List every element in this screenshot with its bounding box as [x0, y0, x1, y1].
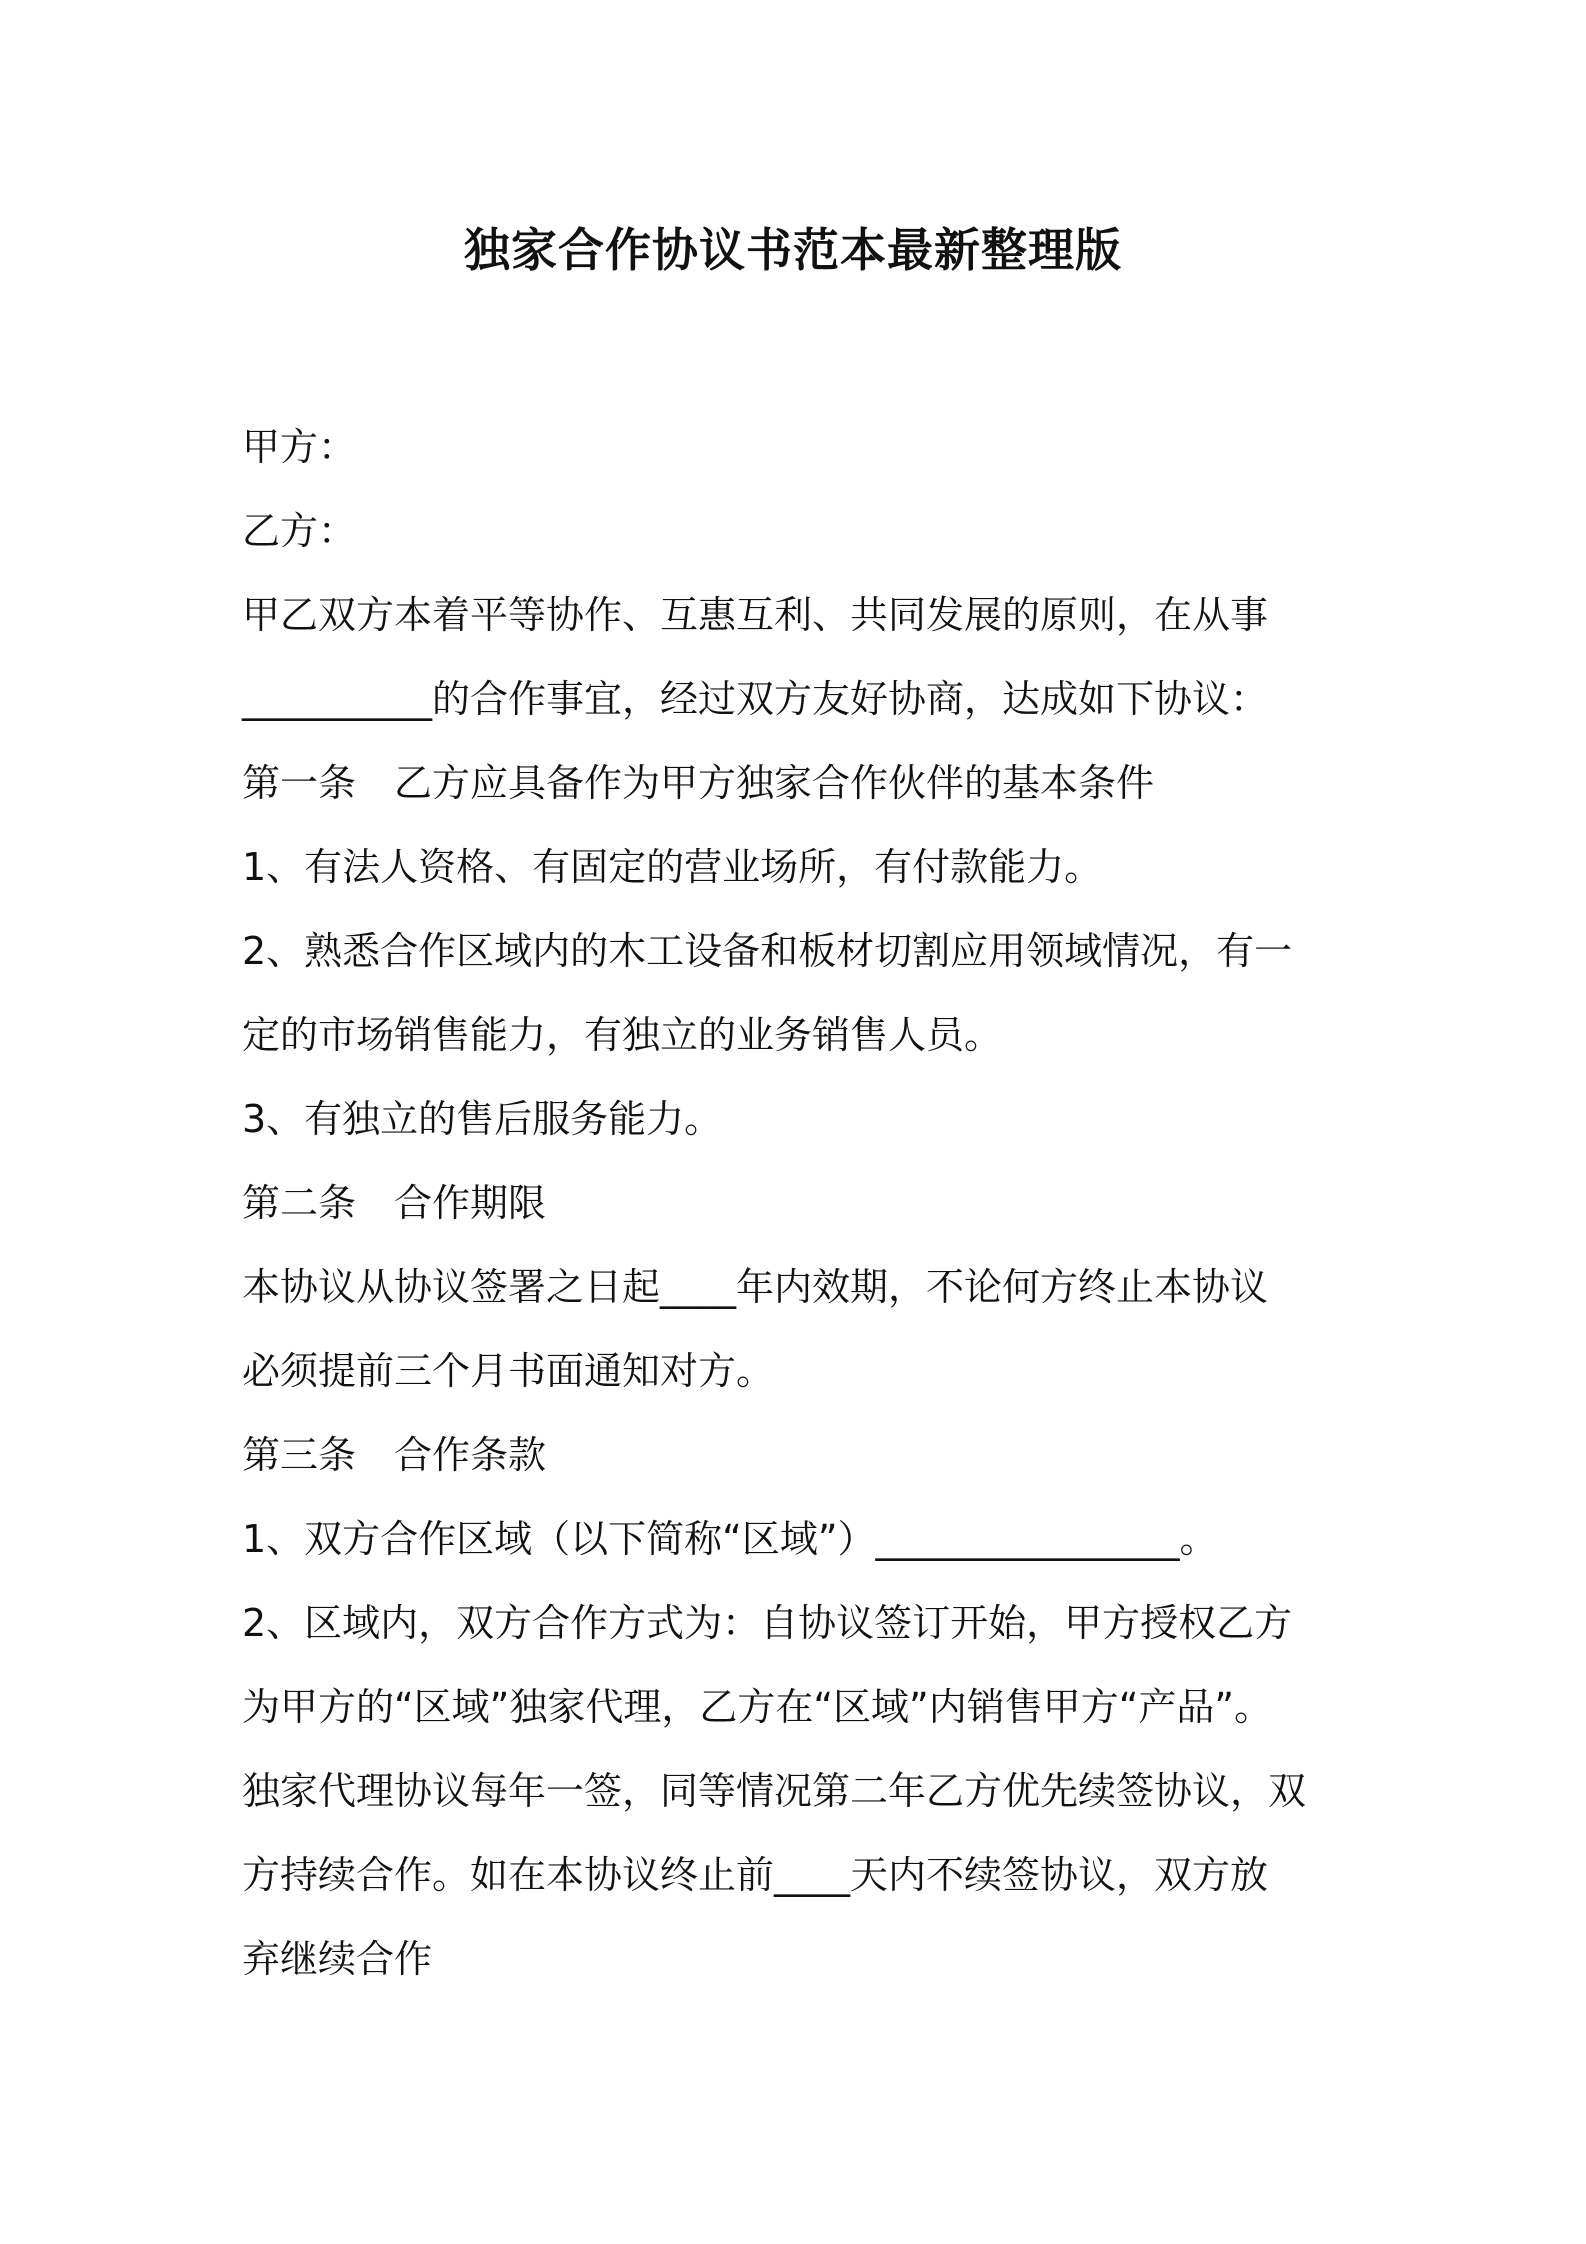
article-3-item-2-line-2: 为甲方的“区域”独家代理，乙方在“区域”内销售甲方“产品”。 — [242, 1685, 1273, 1729]
preamble-line-1: 甲乙双方本着平等协作、互惠互利、共同发展的原则，在从事 — [242, 593, 1269, 637]
article-2-text-line-1: 本协议从协议签署之日起____年内效期，不论何方终止本协议 — [242, 1265, 1269, 1309]
article-2-heading: 第二条 合作期限 — [242, 1181, 547, 1225]
article-3-item-2-line-5: 弃继续合作 — [242, 1937, 433, 1981]
article-1-item-2-line-1: 2、熟悉合作区域内的木工设备和板材切割应用领域情况，有一 — [242, 929, 1293, 973]
article-3-item-2-line-3: 独家代理协议每年一签，同等情况第二年乙方优先续签协议，双 — [242, 1769, 1307, 1813]
article-1-item-3: 3、有独立的售后服务能力。 — [242, 1097, 723, 1141]
document-body — [242, 405, 1352, 2001]
article-3-item-2-line-4: 方持续合作。如在本协议终止前____天内不续签协议，双方放 — [242, 1853, 1269, 1897]
article-3-heading: 第三条 合作条款 — [242, 1433, 547, 1477]
article-1-heading: 第一条 乙方应具备作为甲方独家合作伙伴的基本条件 — [242, 761, 1155, 805]
party-b-line: 乙方： — [242, 509, 357, 553]
party-a-line: 甲方： — [242, 425, 357, 469]
article-3-item-2-line-1: 2、区域内，双方合作方式为：自协议签订开始，甲方授权乙方 — [242, 1601, 1293, 1645]
article-1-item-1: 1、有法人资格、有固定的营业场所，有付款能力。 — [242, 845, 1103, 889]
article-1-item-2-line-2: 定的市场销售能力，有独立的业务销售人员。 — [242, 1013, 1003, 1057]
article-3-item-1: 1、双方合作区域（以下简称“区域”）________________。 — [242, 1517, 1218, 1561]
article-2-text-line-2: 必须提前三个月书面通知对方。 — [242, 1349, 775, 1393]
preamble-line-2: __________的合作事宜，经过双方友好协商，达成如下协议： — [242, 677, 1269, 721]
document-title: 独家合作协议书范本最新整理版 — [464, 223, 1122, 277]
